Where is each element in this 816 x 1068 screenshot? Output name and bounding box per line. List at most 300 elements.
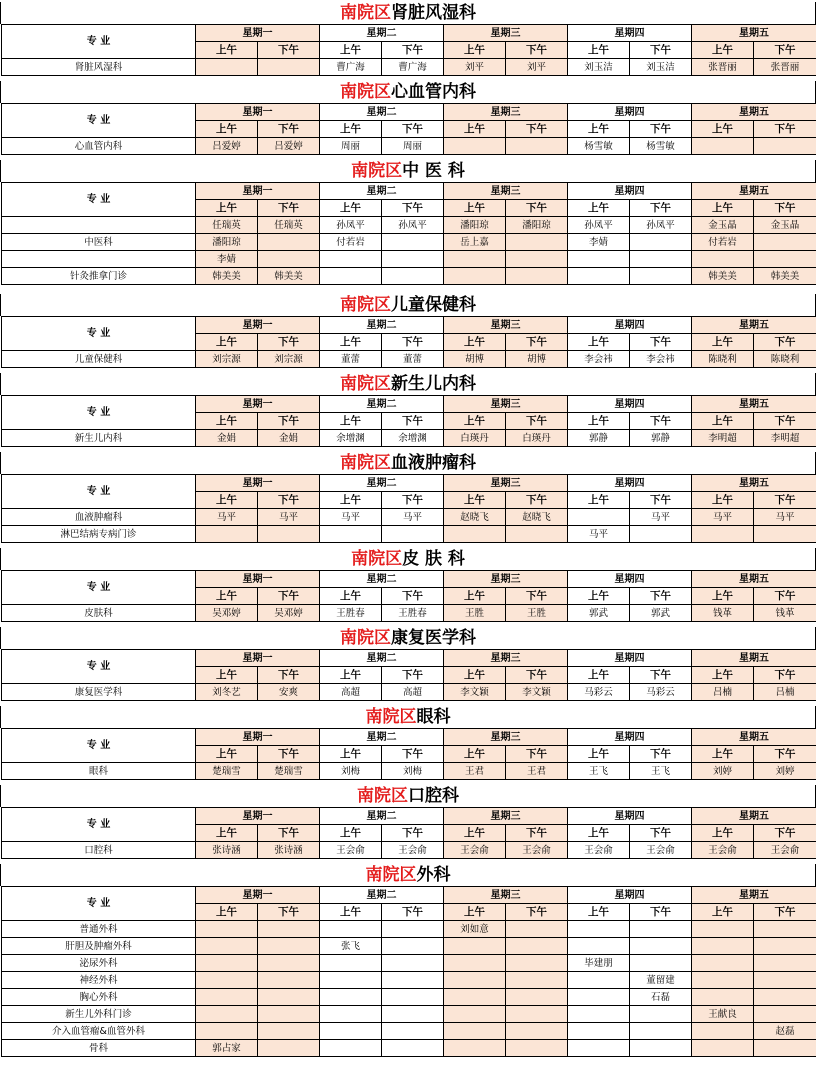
pm-header: 下午 — [506, 746, 568, 763]
am-header: 上午 — [196, 746, 258, 763]
day-header: 星期四 — [568, 104, 692, 121]
section-department-name: 外科 — [416, 865, 451, 885]
section-title — [0, 785, 816, 807]
pm-header: 下午 — [630, 825, 692, 842]
day-header: 星期三 — [444, 729, 568, 746]
doctor-cell — [692, 989, 754, 1006]
specialty-header: 专 业 — [2, 571, 196, 605]
doctor-cell: 安爽 — [258, 684, 320, 701]
schedule-table — [1, 316, 816, 368]
am-header: 上午 — [568, 413, 630, 430]
doctor-cell: 刘如意 — [444, 921, 506, 938]
doctor-cell: 付若岩 — [320, 234, 382, 251]
doctor-cell: 董留建 — [630, 972, 692, 989]
doctor-cell — [754, 1040, 816, 1057]
doctor-cell: 马平 — [258, 509, 320, 526]
doctor-cell — [506, 955, 568, 972]
doctor-cell: 任瑞英 — [258, 217, 320, 234]
pm-header: 下午 — [754, 667, 816, 684]
doctor-cell: 董蕾 — [382, 351, 444, 368]
pm-header: 下午 — [506, 413, 568, 430]
table-row — [2, 684, 816, 701]
doctor-cell — [630, 234, 692, 251]
table-row — [2, 268, 816, 285]
doctor-cell — [320, 955, 382, 972]
specialty-header: 专 业 — [2, 25, 196, 59]
doctor-cell: 李文颖 — [444, 684, 506, 701]
day-header: 星期三 — [444, 475, 568, 492]
department-cell: 肝胆及肿瘤外科 — [2, 938, 196, 955]
am-header: 上午 — [692, 904, 754, 921]
pm-header: 下午 — [382, 588, 444, 605]
doctor-cell — [382, 268, 444, 285]
pm-header: 下午 — [506, 588, 568, 605]
doctor-cell — [754, 989, 816, 1006]
header-row-days — [2, 729, 816, 746]
doctor-cell — [196, 526, 258, 543]
doctor-cell — [258, 1040, 320, 1057]
day-header: 星期一 — [196, 317, 320, 334]
pm-header: 下午 — [754, 746, 816, 763]
doctor-cell — [444, 1023, 506, 1040]
doctor-cell: 马彩云 — [630, 684, 692, 701]
pm-header: 下午 — [754, 42, 816, 59]
doctor-cell — [754, 938, 816, 955]
doctor-cell: 王胜 — [506, 605, 568, 622]
doctor-cell — [258, 955, 320, 972]
doctor-cell: 王飞 — [568, 763, 630, 780]
am-header: 上午 — [444, 121, 506, 138]
department-cell: 新生儿内科 — [2, 430, 196, 447]
doctor-cell — [196, 972, 258, 989]
pm-header: 下午 — [382, 746, 444, 763]
table-row — [2, 972, 816, 989]
am-header: 上午 — [568, 42, 630, 59]
section-title — [0, 627, 816, 649]
doctor-cell — [320, 921, 382, 938]
doctor-cell: 孙凤平 — [630, 217, 692, 234]
doctor-cell — [630, 1006, 692, 1023]
doctor-cell: 王会俞 — [382, 842, 444, 859]
doctor-cell — [506, 1023, 568, 1040]
doctor-cell — [196, 1023, 258, 1040]
department-cell: 介入血管瘤&血管外科 — [2, 1023, 196, 1040]
doctor-cell: 马平 — [320, 509, 382, 526]
doctor-cell: 郭静 — [630, 430, 692, 447]
pm-header: 下午 — [382, 492, 444, 509]
doctor-cell: 吕楠 — [754, 684, 816, 701]
campus-label: 南院区 — [351, 161, 403, 181]
doctor-cell: 付若岩 — [692, 234, 754, 251]
doctor-cell — [692, 251, 754, 268]
doctor-cell — [382, 972, 444, 989]
doctor-cell — [196, 921, 258, 938]
doctor-cell — [258, 526, 320, 543]
am-header: 上午 — [568, 492, 630, 509]
campus-label: 南院区 — [340, 628, 391, 648]
pm-header: 下午 — [258, 904, 320, 921]
doctor-cell: 王胜春 — [320, 605, 382, 622]
table-row — [2, 1023, 816, 1040]
doctor-cell: 高超 — [382, 684, 444, 701]
section-title — [0, 81, 816, 103]
doctor-cell — [444, 138, 506, 155]
am-header: 上午 — [444, 200, 506, 217]
am-header: 上午 — [320, 121, 382, 138]
section-department-name: 康复医学科 — [391, 628, 476, 648]
day-header: 星期一 — [196, 396, 320, 413]
department-cell: 口腔科 — [2, 842, 196, 859]
day-header: 星期二 — [320, 475, 444, 492]
doctor-cell — [382, 989, 444, 1006]
doctor-cell — [630, 1040, 692, 1057]
pm-header: 下午 — [382, 667, 444, 684]
doctor-cell: 刘梅 — [382, 763, 444, 780]
department-cell: 普通外科 — [2, 921, 196, 938]
header-row-days — [2, 25, 816, 42]
doctor-cell — [444, 938, 506, 955]
doctor-cell: 王君 — [444, 763, 506, 780]
doctor-cell — [196, 938, 258, 955]
doctor-cell: 韩美美 — [258, 268, 320, 285]
section-title — [0, 160, 816, 182]
pm-header: 下午 — [506, 334, 568, 351]
schedule-table — [1, 474, 816, 543]
am-header: 上午 — [692, 334, 754, 351]
doctor-cell: 孙凤平 — [320, 217, 382, 234]
day-header: 星期三 — [444, 396, 568, 413]
doctor-cell: 李婧 — [196, 251, 258, 268]
doctor-cell: 曹广海 — [320, 59, 382, 76]
table-row — [2, 509, 816, 526]
department-cell: 儿童保健科 — [2, 351, 196, 368]
doctor-cell — [568, 1006, 630, 1023]
am-header: 上午 — [320, 200, 382, 217]
doctor-cell: 杨雪敏 — [630, 138, 692, 155]
day-header: 星期三 — [444, 25, 568, 42]
section-title — [0, 706, 816, 728]
header-row-days — [2, 571, 816, 588]
doctor-cell: 高超 — [320, 684, 382, 701]
table-row — [2, 217, 816, 234]
day-header: 星期四 — [568, 808, 692, 825]
day-header: 星期五 — [692, 729, 816, 746]
doctor-cell: 王君 — [506, 763, 568, 780]
doctor-cell: 王胜春 — [382, 605, 444, 622]
doctor-cell — [692, 938, 754, 955]
header-row-days — [2, 475, 816, 492]
day-header: 星期一 — [196, 650, 320, 667]
pm-header: 下午 — [754, 904, 816, 921]
table-row — [2, 234, 816, 251]
doctor-cell — [196, 1006, 258, 1023]
table-row — [2, 430, 816, 447]
doctor-cell: 任瑞英 — [196, 217, 258, 234]
section-department-name: 肾脏风湿科 — [391, 3, 476, 23]
day-header: 星期三 — [444, 887, 568, 904]
am-header: 上午 — [692, 200, 754, 217]
pm-header: 下午 — [382, 904, 444, 921]
specialty-header: 专 业 — [2, 887, 196, 921]
am-header: 上午 — [568, 746, 630, 763]
specialty-header: 专 业 — [2, 808, 196, 842]
schedule-table — [1, 570, 816, 622]
doctor-cell — [692, 955, 754, 972]
doctor-cell: 王胜 — [444, 605, 506, 622]
doctor-cell: 刘梅 — [320, 763, 382, 780]
doctor-cell: 岳上嘉 — [444, 234, 506, 251]
pm-header: 下午 — [754, 492, 816, 509]
schedule-table — [1, 728, 816, 780]
doctor-cell — [382, 955, 444, 972]
am-header: 上午 — [568, 121, 630, 138]
doctor-cell — [506, 1040, 568, 1057]
day-header: 星期五 — [692, 475, 816, 492]
doctor-cell: 白瑛丹 — [506, 430, 568, 447]
header-row-days — [2, 396, 816, 413]
doctor-cell: 胡博 — [506, 351, 568, 368]
pm-header: 下午 — [630, 746, 692, 763]
schedule-table — [1, 886, 816, 1057]
am-header: 上午 — [568, 588, 630, 605]
doctor-cell — [630, 1023, 692, 1040]
pm-header: 下午 — [506, 825, 568, 842]
doctor-cell — [444, 972, 506, 989]
doctor-cell — [382, 1023, 444, 1040]
department-cell: 针灸推拿门诊 — [2, 268, 196, 285]
day-header: 星期一 — [196, 25, 320, 42]
doctor-cell: 余增渊 — [382, 430, 444, 447]
department-cell: 肾脏风湿科 — [2, 59, 196, 76]
department-cell — [2, 217, 196, 234]
doctor-cell: 刘平 — [444, 59, 506, 76]
am-header: 上午 — [320, 904, 382, 921]
pm-header: 下午 — [258, 667, 320, 684]
department-cell — [2, 251, 196, 268]
campus-label: 南院区 — [340, 295, 391, 315]
am-header: 上午 — [320, 667, 382, 684]
doctor-cell: 张晋丽 — [754, 59, 816, 76]
campus-label: 南院区 — [340, 453, 391, 473]
section-title — [0, 548, 816, 570]
section-department-name: 皮 肤 科 — [402, 549, 465, 569]
doctor-cell — [444, 955, 506, 972]
doctor-cell: 周丽 — [382, 138, 444, 155]
day-header: 星期一 — [196, 475, 320, 492]
am-header: 上午 — [692, 667, 754, 684]
day-header: 星期五 — [692, 571, 816, 588]
doctor-cell: 郭占家 — [196, 1040, 258, 1057]
doctor-cell: 马平 — [692, 509, 754, 526]
doctor-cell — [506, 989, 568, 1006]
day-header: 星期三 — [444, 571, 568, 588]
day-header: 星期二 — [320, 887, 444, 904]
doctor-cell — [754, 955, 816, 972]
day-header: 星期二 — [320, 729, 444, 746]
pm-header: 下午 — [382, 825, 444, 842]
doctor-cell — [506, 268, 568, 285]
doctor-cell: 孙凤平 — [382, 217, 444, 234]
table-row — [2, 921, 816, 938]
doctor-cell: 王飞 — [630, 763, 692, 780]
day-header: 星期三 — [444, 317, 568, 334]
am-header: 上午 — [196, 334, 258, 351]
pm-header: 下午 — [630, 588, 692, 605]
pm-header: 下午 — [506, 667, 568, 684]
doctor-cell: 钱革 — [754, 605, 816, 622]
doctor-cell: 张飞 — [320, 938, 382, 955]
header-row-days — [2, 887, 816, 904]
doctor-cell — [754, 921, 816, 938]
table-row — [2, 138, 816, 155]
doctor-cell — [320, 526, 382, 543]
doctor-cell: 郭静 — [568, 430, 630, 447]
doctor-cell: 吕楠 — [692, 684, 754, 701]
doctor-cell: 赵磊 — [754, 1023, 816, 1040]
pm-header: 下午 — [630, 904, 692, 921]
section-department-name: 新生儿内科 — [391, 374, 476, 394]
doctor-cell — [754, 972, 816, 989]
doctor-cell: 孙凤平 — [568, 217, 630, 234]
pm-header: 下午 — [754, 588, 816, 605]
doctor-cell — [568, 989, 630, 1006]
day-header: 星期二 — [320, 104, 444, 121]
doctor-cell: 董蕾 — [320, 351, 382, 368]
section-department-name: 心血管内科 — [391, 82, 476, 102]
am-header: 上午 — [444, 825, 506, 842]
doctor-cell — [754, 526, 816, 543]
doctor-cell: 石磊 — [630, 989, 692, 1006]
pm-header: 下午 — [630, 413, 692, 430]
pm-header: 下午 — [258, 492, 320, 509]
doctor-cell — [692, 526, 754, 543]
day-header: 星期四 — [568, 25, 692, 42]
doctor-cell — [568, 1040, 630, 1057]
am-header: 上午 — [444, 42, 506, 59]
doctor-cell: 吕爱婷 — [196, 138, 258, 155]
pm-header: 下午 — [506, 904, 568, 921]
table-row — [2, 526, 816, 543]
am-header: 上午 — [196, 42, 258, 59]
pm-header: 下午 — [630, 667, 692, 684]
pm-header: 下午 — [258, 413, 320, 430]
section-department-name: 血液肿瘤科 — [391, 453, 476, 473]
doctor-cell — [320, 972, 382, 989]
doctor-cell: 潘阳琼 — [444, 217, 506, 234]
doctor-cell — [630, 938, 692, 955]
day-header: 星期三 — [444, 183, 568, 200]
day-header: 星期一 — [196, 571, 320, 588]
doctor-cell — [382, 526, 444, 543]
section-department-name: 中 医 科 — [402, 161, 465, 181]
doctor-cell — [320, 1023, 382, 1040]
doctor-cell: 张晋丽 — [692, 59, 754, 76]
doctor-cell: 马平 — [196, 509, 258, 526]
am-header: 上午 — [196, 200, 258, 217]
doctor-cell: 钱革 — [692, 605, 754, 622]
pm-header: 下午 — [258, 588, 320, 605]
am-header: 上午 — [196, 825, 258, 842]
day-header: 星期一 — [196, 183, 320, 200]
doctor-cell: 张诗涵 — [258, 842, 320, 859]
doctor-cell — [568, 509, 630, 526]
doctor-cell — [258, 938, 320, 955]
day-header: 星期五 — [692, 104, 816, 121]
pm-header: 下午 — [630, 200, 692, 217]
section-title — [0, 864, 816, 886]
am-header: 上午 — [196, 492, 258, 509]
doctor-cell: 韩美美 — [754, 268, 816, 285]
am-header: 上午 — [444, 667, 506, 684]
pm-header: 下午 — [506, 492, 568, 509]
specialty-header: 专 业 — [2, 729, 196, 763]
doctor-cell — [692, 972, 754, 989]
day-header: 星期一 — [196, 729, 320, 746]
schedule-table — [1, 182, 816, 285]
header-row-days — [2, 104, 816, 121]
pm-header: 下午 — [382, 42, 444, 59]
header-row-days — [2, 650, 816, 667]
doctor-cell — [692, 921, 754, 938]
day-header: 星期五 — [692, 317, 816, 334]
department-cell: 血液肿瘤科 — [2, 509, 196, 526]
doctor-cell: 马平 — [754, 509, 816, 526]
schedule-table — [1, 24, 816, 76]
department-cell: 胸心外科 — [2, 989, 196, 1006]
pm-header: 下午 — [258, 825, 320, 842]
day-header: 星期三 — [444, 650, 568, 667]
am-header: 上午 — [692, 588, 754, 605]
doctor-cell — [444, 1040, 506, 1057]
doctor-cell: 金娟 — [196, 430, 258, 447]
doctor-cell: 陈晓利 — [754, 351, 816, 368]
am-header: 上午 — [568, 200, 630, 217]
section-department-name: 眼科 — [416, 707, 451, 727]
table-row — [2, 842, 816, 859]
campus-label: 南院区 — [340, 82, 391, 102]
doctor-cell — [320, 989, 382, 1006]
specialty-header: 专 业 — [2, 396, 196, 430]
table-row — [2, 605, 816, 622]
am-header: 上午 — [568, 825, 630, 842]
doctor-cell: 王献良 — [692, 1006, 754, 1023]
doctor-cell: 毕建朋 — [568, 955, 630, 972]
am-header: 上午 — [692, 492, 754, 509]
doctor-cell: 郭武 — [568, 605, 630, 622]
am-header: 上午 — [320, 334, 382, 351]
pm-header: 下午 — [258, 746, 320, 763]
doctor-cell: 王会俞 — [568, 842, 630, 859]
pm-header: 下午 — [258, 42, 320, 59]
pm-header: 下午 — [630, 121, 692, 138]
doctor-cell — [444, 989, 506, 1006]
campus-label: 南院区 — [365, 707, 417, 727]
pm-header: 下午 — [382, 121, 444, 138]
am-header: 上午 — [196, 121, 258, 138]
specialty-header: 专 业 — [2, 475, 196, 509]
doctor-cell — [382, 921, 444, 938]
day-header: 星期四 — [568, 317, 692, 334]
day-header: 星期四 — [568, 396, 692, 413]
department-cell: 心血管内科 — [2, 138, 196, 155]
department-cell: 皮肤科 — [2, 605, 196, 622]
doctor-cell — [444, 526, 506, 543]
day-header: 星期五 — [692, 25, 816, 42]
doctor-cell — [506, 972, 568, 989]
day-header: 星期二 — [320, 396, 444, 413]
doctor-cell: 周丽 — [320, 138, 382, 155]
day-header: 星期五 — [692, 183, 816, 200]
